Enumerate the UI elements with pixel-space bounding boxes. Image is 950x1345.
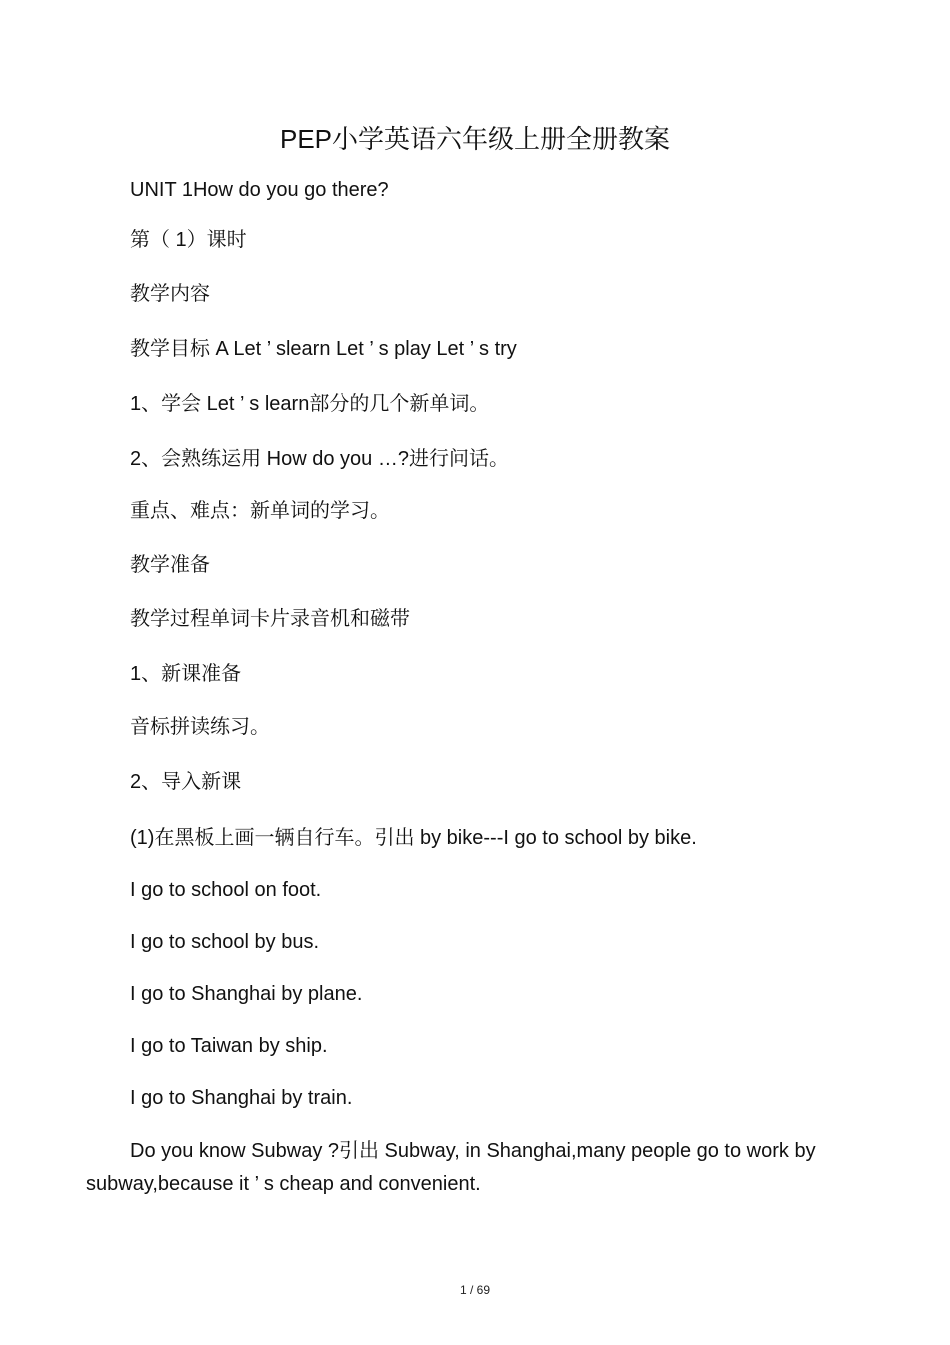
example-sentence-5: I go to Shanghai by train. — [130, 1087, 353, 1109]
step-1-detail: 音标拼读练习。 — [130, 716, 270, 738]
example-sentence-2: I go to school by bus. — [130, 931, 320, 953]
subway-paragraph — [86, 1135, 866, 1201]
document-title: PEP小学英语六年级上册全册教案 — [279, 124, 671, 154]
objective-item-2: 2、会熟练运用 How do you …?进行问话。 — [130, 448, 509, 470]
example-sentence-3: I go to Shanghai by plane. — [130, 983, 363, 1005]
section-heading-preparation: 教学准备 — [130, 554, 210, 576]
step-2-item-1: (1)在黑板上画一辆自行车。引出 by bike---I go to school by bike. — [130, 827, 697, 849]
page-indicator: 1 / 69 — [459, 1283, 491, 1297]
objective-item-1: 1、学会 Let ’ s learn部分的几个新单词。 — [130, 393, 490, 415]
lesson-number: 第（ 1）课时 — [130, 229, 247, 251]
key-points: 重点、难点：新单词的学习。 — [130, 500, 390, 522]
example-sentence-1: I go to school on foot. — [130, 879, 322, 901]
subway-paragraph-text: Do you know Subway ?引出 Subway, in Shanghai,many people go to work by subway,because it ’ s cheap and convenient. — [86, 1140, 816, 1195]
teaching-objectives: 教学目标 A Let ’ slearn Let ’ s play Let ’ s try — [130, 338, 517, 360]
teaching-process: 教学过程单词卡片录音机和磁带 — [130, 608, 410, 630]
unit-heading: UNIT 1How do you go there? — [130, 179, 389, 201]
step-2-heading: 2、导入新课 — [130, 771, 242, 793]
step-1-heading: 1、新课准备 — [130, 663, 242, 685]
example-sentence-4: I go to Taiwan by ship. — [130, 1035, 328, 1057]
section-heading-content: 教学内容 — [130, 283, 210, 305]
